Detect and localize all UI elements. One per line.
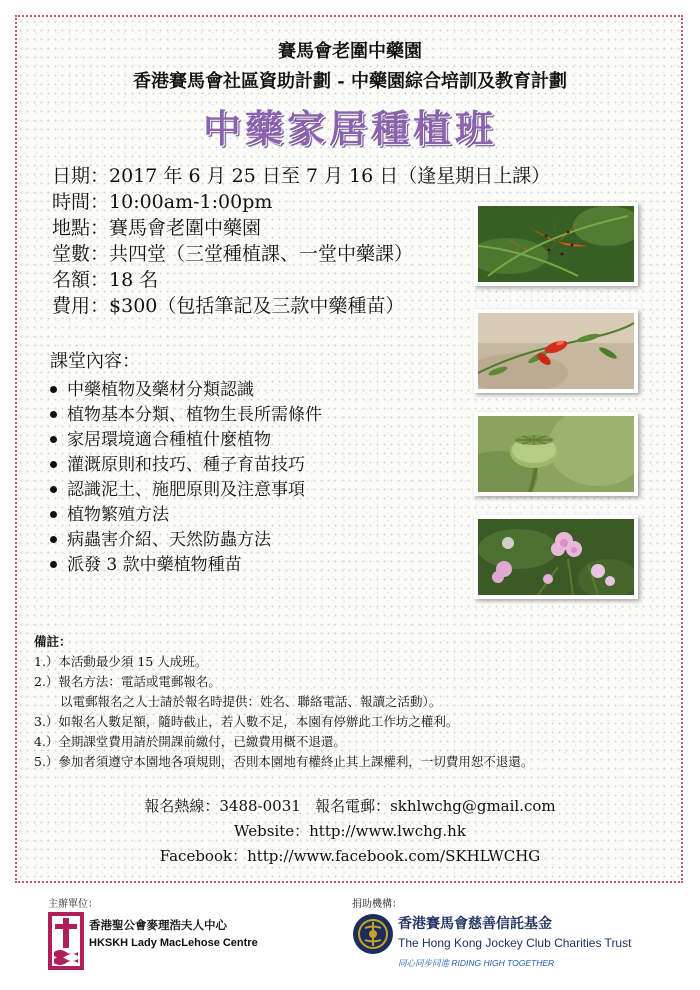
organizer-name-en: HKSKH Lady MacLehose Centre	[89, 937, 258, 949]
program-heading: 香港賽馬會社區資助計劃 - 中藥園綜合培訓及教育計劃	[132, 71, 567, 92]
sponsor-label: 捐助機構：	[352, 899, 402, 910]
hotline-label: 報名熱線：	[144, 797, 220, 815]
email-label: 報名電郵：	[315, 797, 391, 815]
list-item	[50, 453, 322, 478]
info-label: 地點：	[52, 217, 110, 239]
bullet-icon	[50, 511, 57, 518]
info-date	[52, 163, 550, 189]
bullet-icon	[50, 436, 57, 443]
topic-text: 病蟲害介紹、天然防蟲方法	[67, 530, 271, 550]
note-line: 以電郵報名之人士請於報名時提供：姓名、聯絡電話、報讀之活動）。	[60, 694, 442, 709]
topic-text: 家居環境適合種植什麼植物	[67, 430, 271, 450]
list-item	[50, 403, 322, 428]
facebook-link[interactable]: http://www.facebook.com/SKHLWCHG	[247, 847, 541, 865]
bullet-icon	[50, 561, 57, 568]
notes-section	[34, 632, 533, 772]
organizer-label: 主辦單位：	[48, 899, 98, 910]
organizer-logo	[48, 912, 84, 970]
sponsor-name-en: The Hong Kong Jockey Club Charities Trust	[398, 936, 632, 950]
list-item	[50, 528, 322, 553]
red-berry-photo	[474, 309, 638, 393]
bullet-icon	[50, 411, 57, 418]
topic-text: 植物基本分類、植物生長所需條件	[67, 405, 322, 425]
topic-text: 植物繁殖方法	[67, 505, 169, 525]
info-label: 堂數：	[52, 243, 110, 265]
info-value: $300（包括筆記及三款中藥種苗）	[109, 295, 405, 317]
info-label: 日期：	[52, 165, 110, 187]
notes-heading: 備註：	[34, 634, 72, 649]
bullet-icon	[50, 536, 57, 543]
note-line: 5.）參加者須遵守本園地各項規則，否則本園地有權終止其上課權利，一切費用恕不退還。	[34, 754, 534, 769]
topic-text: 認識泥土、施肥原則及注意事項	[67, 480, 305, 500]
content-heading: 課堂內容：	[50, 351, 140, 372]
pink-knotweed-photo	[474, 515, 638, 599]
note-line: 3.）如報名人數足額，隨時截止，若人數不足，本園有停辦此工作坊之權利。	[34, 714, 459, 729]
facebook-label: Facebook：	[159, 847, 248, 865]
page-title: 中藥家居種植班	[202, 106, 497, 151]
website-link[interactable]: http://www.lwchg.hk	[309, 822, 466, 840]
organizer-heading: 賽馬會老圍中藥園	[278, 41, 422, 62]
info-label: 名額：	[52, 269, 110, 291]
info-value: 18 名	[109, 269, 159, 291]
info-label: 時間：	[52, 191, 110, 213]
info-value: 10:00am-1:00pm	[109, 191, 273, 213]
note-line: 4.）全期課堂費用請於開課前繳付，已繳費用概不退還。	[34, 734, 346, 749]
hotline-number[interactable]: 3488-0031	[219, 797, 301, 815]
bullet-icon	[50, 486, 57, 493]
organizer-name-zh: 香港聖公會麥理浩夫人中心	[89, 920, 227, 932]
note-line: 2.）報名方法：電話或電郵報名。	[34, 674, 221, 689]
info-label: 費用：	[52, 295, 110, 317]
email-link[interactable]: skhlwchg@gmail.com	[390, 797, 556, 815]
contact-website	[0, 820, 700, 841]
topic-text: 派發 3 款中藥植物種苗	[67, 555, 242, 575]
sponsor-slogan: 同心同步同進 RIDING HIGH TOGETHER	[398, 958, 555, 968]
info-value: 共四堂（三堂種植課、一堂中藥課）	[109, 243, 414, 265]
topic-text: 灌溉原則和技巧、種子育苗技巧	[67, 455, 305, 475]
list-item	[50, 478, 322, 503]
contact-hotline-email	[0, 795, 700, 816]
info-value: 2017 年 6 月 25 日至 7 月 16 日（逢星期日上課）	[109, 165, 551, 187]
topic-text: 中藥植物及藥材分類認識	[67, 380, 254, 400]
sponsor-name-zh: 香港賽馬會慈善信託基金	[398, 916, 552, 932]
list-item	[50, 503, 322, 528]
topic-list	[50, 378, 322, 578]
website-label: Website：	[234, 822, 310, 840]
note-line: 1.）本活動最少須 15 人成班。	[34, 654, 208, 669]
bullet-icon	[50, 386, 57, 393]
bullet-icon	[50, 461, 57, 468]
jockey-club-logo	[352, 913, 394, 955]
list-item	[50, 378, 322, 403]
list-item	[50, 428, 322, 453]
contact-facebook	[0, 845, 700, 866]
list-item	[50, 553, 322, 578]
info-value: 賽馬會老圍中藥園	[109, 217, 262, 239]
poppy-seedpod-photo	[474, 412, 638, 496]
lily-flower-photo	[474, 202, 638, 286]
